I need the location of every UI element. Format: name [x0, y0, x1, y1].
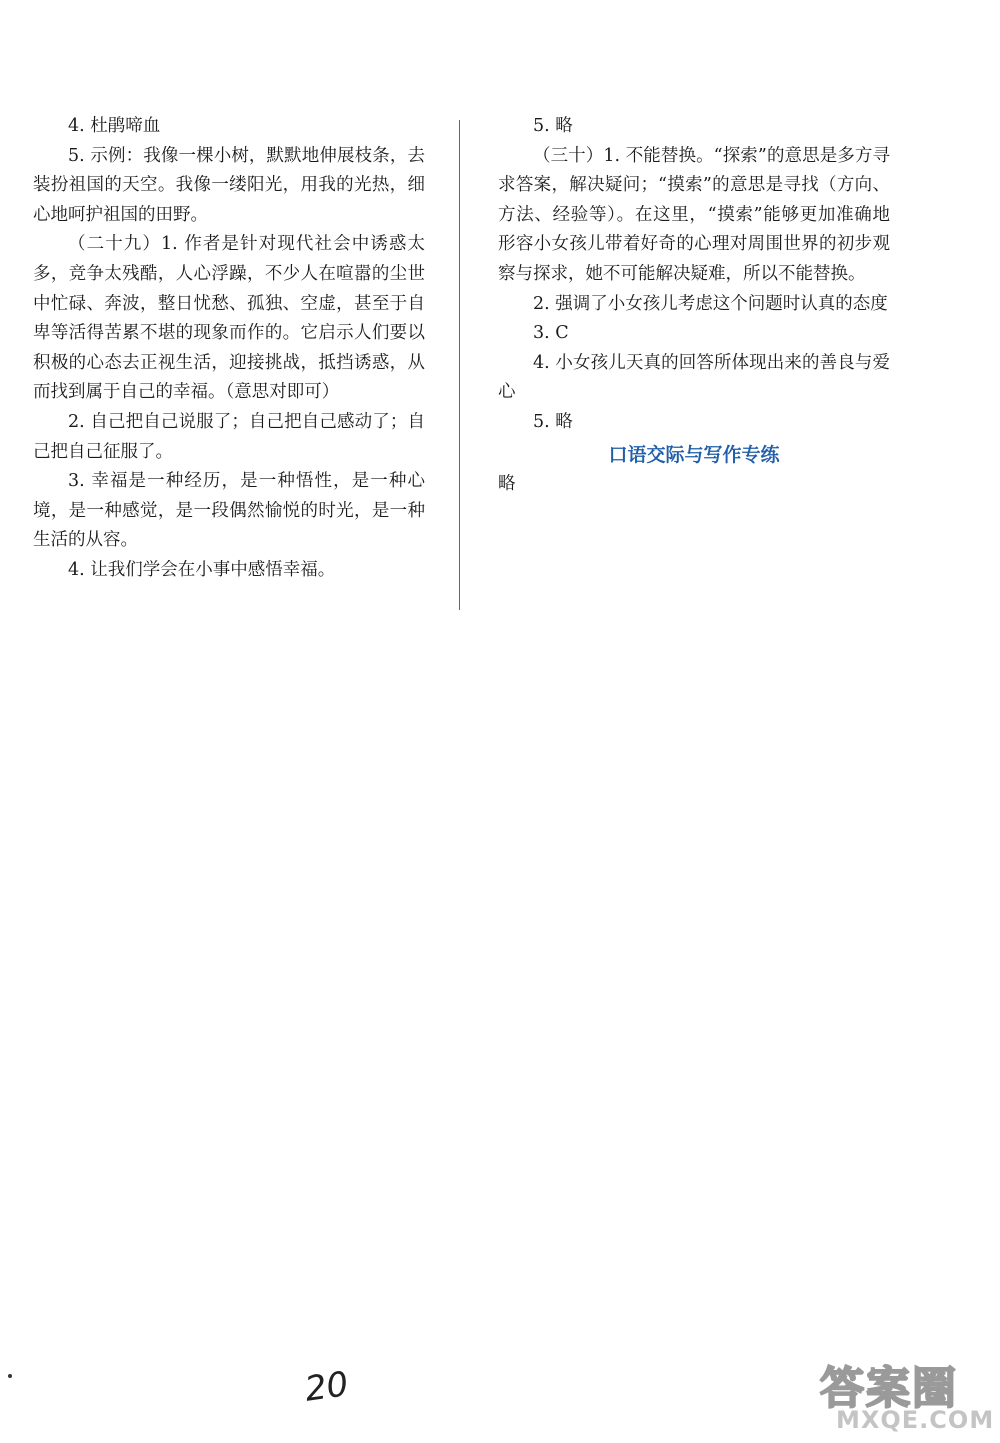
answer-28-5: 5. 略: [533, 116, 573, 136]
answer-30-1: （三十）1. 不能替换。“探索”的意思是多方寻求答案，解决疑问；“摸索”的意思是寻找（方向、方法、经验等）。在这里，“摸索”能够更加准确地形容小女孩儿带着好奇的心理对周围世界的初步观察与探求，她不可能解决疑难，所以不能替换。: [498, 145, 890, 284]
watermark-url: MXQE.COM: [836, 1406, 995, 1434]
answer-30-3: 3. C: [533, 323, 569, 344]
answer-30-5: 5. 略: [533, 411, 573, 432]
watermark-title: 答案圈: [820, 1363, 958, 1414]
answer-30-2: 2. 强调了小女孩儿考虑这个问题时认真的态度: [533, 293, 888, 314]
watermark-logo: [818, 1352, 996, 1440]
left-column: [33, 112, 425, 586]
answer-30-4: 4. 小女孩儿天真的回答所体现出来的善良与爱心: [498, 352, 890, 403]
answer-29-1: （二十九）1. 作者是针对现代社会中诱惑太多，竞争太残酷，人心浮躁，不少人在喧嚣的尘世中忙碌、奔波，整日忧愁、孤独、空虚，甚至于自卑等活得苦累不堪的现象而作的。它启示人们要以积极的心态去正视生活，迎接挑战，抵挡诱惑，从而找到属于自己的幸福。（意思对即可）: [33, 234, 425, 403]
answer-29-4: 4. 让我们学会在小事中感悟幸福。: [68, 559, 336, 580]
answer-29-3: 3. 幸福是一种经历，是一种悟性，是一种心境，是一种感觉，是一段偶然愉悦的时光，是一种生活的从容。: [33, 471, 425, 551]
section-answer: 略: [498, 473, 516, 494]
answer-5-example: 5. 示例：我像一棵小树，默默地伸展枝条，去装扮祖国的天空。我像一缕阳光，用我的光热，细心地呵护祖国的田野。: [33, 145, 425, 225]
page-number: 20: [302, 1364, 351, 1410]
scan-dot: [8, 1374, 12, 1378]
column-divider: [459, 120, 460, 610]
section-title: 口语交际与写作专练: [608, 443, 780, 466]
answer-29-2: 2. 自己把自己说服了；自己把自己感动了；自己把自己征服了。: [33, 411, 425, 462]
answer-4-dujuan: 4. 杜鹃啼血: [68, 116, 161, 136]
right-column: [498, 112, 890, 499]
